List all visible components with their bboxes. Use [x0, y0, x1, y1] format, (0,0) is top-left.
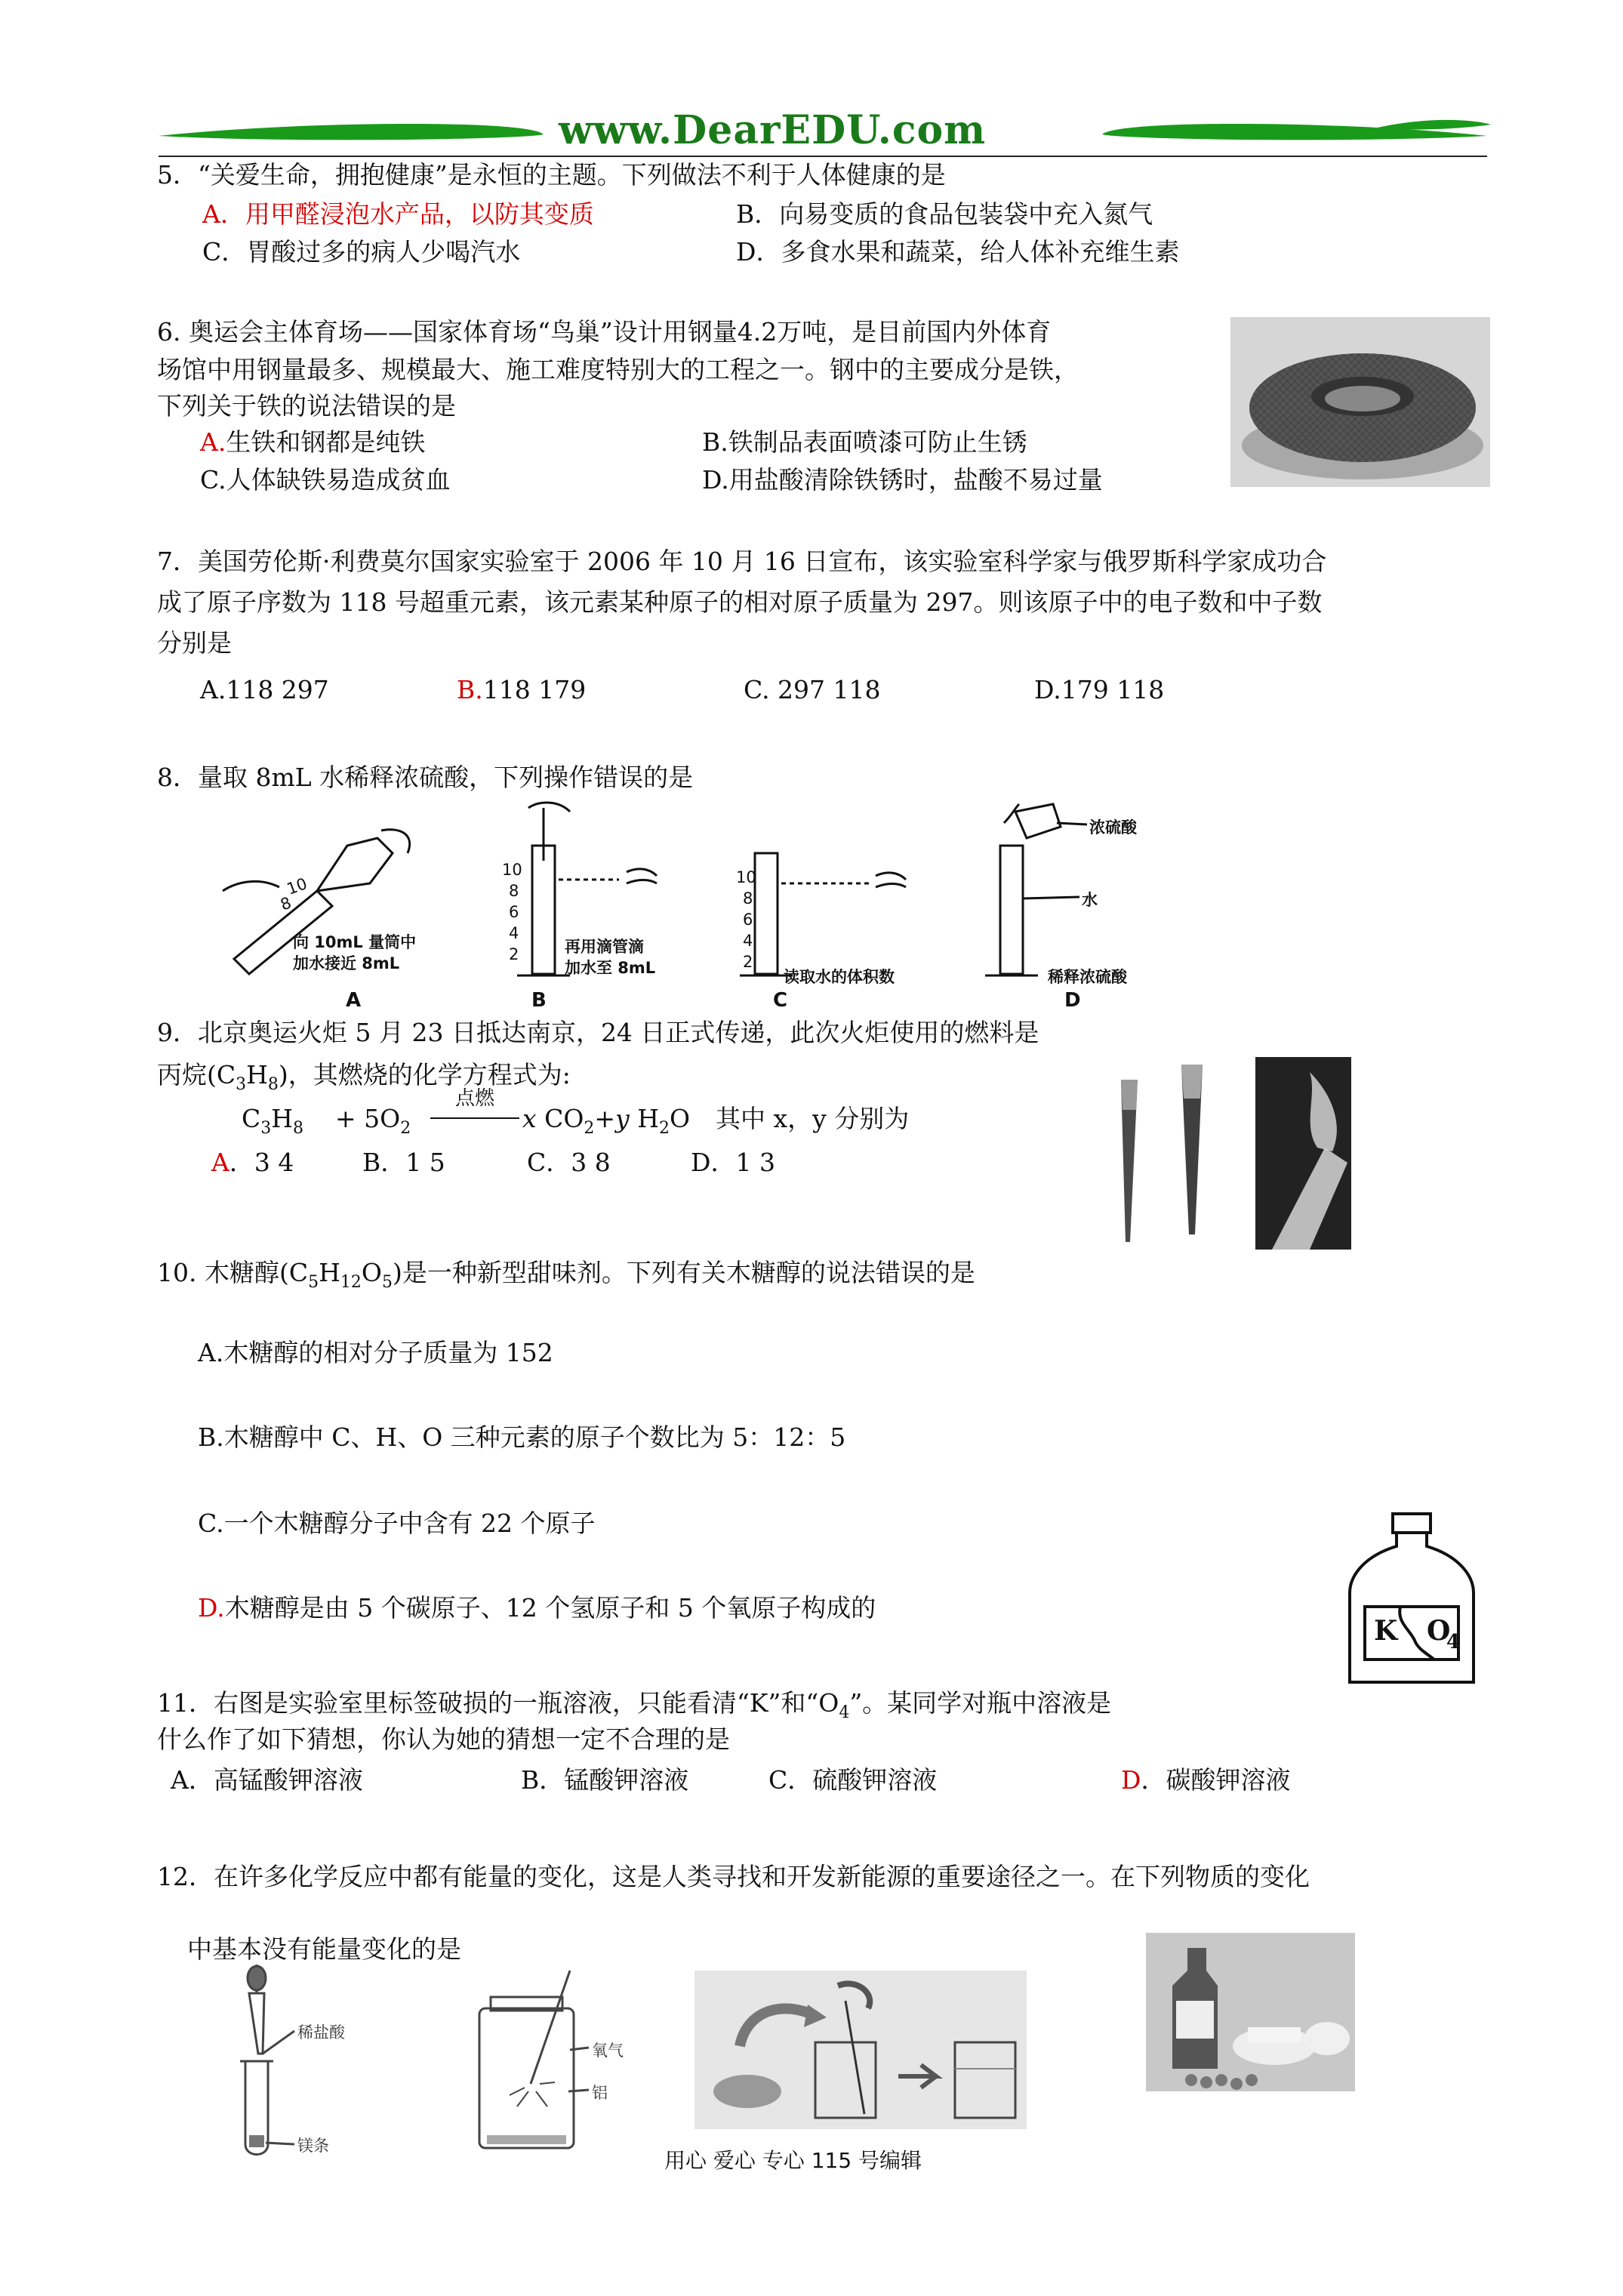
q9-option-a-letter: A [211, 1148, 229, 1177]
fig-b-letter: B [531, 989, 547, 1012]
eq-sub1: 3 [260, 1119, 272, 1138]
q7-option-b [457, 673, 586, 707]
q10-o: O [361, 1258, 382, 1287]
logo-text: www.DearEDU.com [559, 107, 987, 153]
q9-option-b: B．1 5 [362, 1148, 445, 1177]
birds-nest-stadium-photo [1230, 317, 1490, 487]
q7-option-b-letter: B. [457, 675, 483, 704]
q10-sub3: 5 [381, 1273, 393, 1292]
q7-option-a: A.118 297 [200, 675, 329, 704]
q9-line-2-b: H [246, 1060, 268, 1089]
bottle-label-o: O [1427, 1615, 1451, 1647]
bottle-label-4: 4 [1446, 1631, 1461, 1653]
q7-option-d: D.179 118 [1034, 675, 1165, 704]
fig-d-text-water: 水 [1082, 891, 1098, 909]
q12-line-1: 12．在许多化学反应中都有能量的变化，这是人类寻找和开发新能源的重要途径之一。在下列物质的变化 [157, 1862, 1310, 1891]
eq-sub3: 2 [400, 1119, 411, 1138]
q11-line-1-a: 11．右图是实验室里标签破损的一瓶溶液，只能看清“K”和“O [157, 1688, 839, 1718]
q10-sub1: 5 [308, 1273, 319, 1292]
q9-equation [242, 1102, 411, 1145]
fig-d-text-dilute: 稀释浓硫酸 [1048, 968, 1127, 986]
bottle-label-k: K [1374, 1615, 1398, 1647]
header-logo [151, 106, 1495, 159]
q11-option-a: A．高锰酸钾溶液 [171, 1765, 363, 1795]
q9-line-1: 9．北京奥运火炬 5 月 23 日抵达南京，24 日正式传递，此次火炬使用的燃料是 [157, 1018, 1039, 1047]
fig-c-text: 读取水的体积数 [784, 968, 895, 986]
q6-option-c: C.人体缺铁易造成贫血 [200, 465, 451, 495]
test-tube-magnesium-icon [226, 1963, 377, 2159]
q11-option-b: B．锰酸钾溶液 [521, 1765, 689, 1795]
q5-option-a: A．用甲醛浸泡水产品，以防其变质 [202, 199, 594, 229]
tube-label-magnesium: 镁条 [297, 2137, 329, 2155]
jar-label-aluminum: 铝 [592, 2084, 608, 2102]
eq-h: H [271, 1104, 294, 1133]
q6-line-2: 场馆中用钢量最多、规模最大、施工难度特别大的工程之一。钢中的主要成分是铁， [157, 355, 1079, 384]
q12-line-2: 中基本没有能量变化的是 [187, 1934, 461, 1964]
eq-condition [430, 1087, 519, 1110]
fig-a-text-1: 向 10mL 量筒中 [293, 933, 417, 951]
fig-b-text-2: 加水至 8mL [565, 959, 656, 977]
q5-option-c: C．胃酸过多的病人少喝汽水 [202, 237, 521, 267]
footer-text: 用心 爱心 专心 115 号编辑 [664, 2148, 922, 2173]
fig-c-tick-6: 6 [743, 911, 753, 929]
eq-sub4: 2 [584, 1119, 595, 1138]
q9-line-2-sub2: 8 [267, 1075, 279, 1094]
q6-line-1: 6. 奥运会主体育场——国家体育场“鸟巢”设计用钢量4.2万吨，是目前国内外体育 [157, 317, 1052, 347]
q9-equation-right [522, 1102, 690, 1145]
q10-option-d [198, 1592, 876, 1625]
q9-option-a-text: ．3 4 [229, 1148, 294, 1177]
fig-b-tick-4: 4 [509, 924, 519, 942]
q11-option-d [1121, 1764, 1290, 1797]
eq-sub2: 8 [293, 1119, 304, 1138]
q9-line-2-c: )，其燃烧的化学方程式为: [278, 1060, 571, 1089]
q11-option-c: C．硫酸钾溶液 [768, 1765, 938, 1795]
q5-option-d: D．多食水果和蔬菜，给人体补充维生素 [736, 237, 1180, 267]
gas-jar-burning-icon [464, 1963, 615, 2159]
medicine-bottle-food-photo [1146, 1933, 1355, 2091]
q5-stem: 5．“关爱生命，拥抱健康”是永恒的主题。下列做法不利于人体健康的是 [157, 160, 946, 190]
q6-line-3: 下列关于铁的说法错误的是 [157, 391, 456, 421]
q10-stem [157, 1256, 975, 1299]
eq-x: x [522, 1104, 537, 1133]
q11-line-1-b: ”。某同学对瓶中溶液是 [849, 1688, 1112, 1718]
fig-c-tick-2: 2 [743, 953, 753, 971]
q10-stem-b: )是一种新型甜味剂。下列有关木糖醇的说法错误的是 [392, 1258, 975, 1287]
q9-line-2-a: 丙烷(C [157, 1060, 236, 1089]
q10-option-c: C.一个木糖醇分子中含有 22 个原子 [198, 1509, 596, 1538]
fig-a-letter: A [346, 989, 362, 1012]
eq-plus: + [594, 1104, 616, 1133]
q10-sub2: 12 [340, 1273, 362, 1292]
q11-line-1-sub: 4 [839, 1703, 850, 1722]
eq-h2: H [629, 1104, 660, 1133]
q9-line-2-sub1: 3 [236, 1075, 247, 1094]
fig-c-tick-10: 10 [736, 868, 756, 886]
q10-option-a: A.木糖醇的相对分子质量为 152 [198, 1338, 553, 1367]
eq-co: CO [536, 1104, 584, 1133]
fig-a-tick-8: 8 [278, 893, 294, 914]
fig-a-text-2: 加水接近 8mL [293, 954, 400, 972]
q7-option-c: C. 297 118 [744, 675, 881, 704]
q10-stem-a: 10. 木糖醇(C [157, 1258, 309, 1287]
q9-option-c: C．3 8 [527, 1148, 611, 1177]
q6-option-a [200, 426, 425, 459]
fig-b-text-1: 再用滴管滴 [565, 938, 644, 956]
eq-plus-o2: + 5O [335, 1104, 401, 1133]
q5-option-b: B．向易变质的食品包装袋中充入氮气 [736, 199, 1153, 229]
q9-option-a [211, 1146, 294, 1179]
q8-stem: 8．量取 8mL 水稀释浓硫酸，下列操作错误的是 [157, 763, 694, 792]
fig-c-letter: C [773, 989, 788, 1012]
q10-option-b: B.木糖醇中 C、H、O 三种元素的原子个数比为 5：12：5 [198, 1422, 846, 1452]
q6-option-a-text: 生铁和钢都是纯铁 [226, 427, 426, 457]
bottle-icon [1344, 1510, 1480, 1691]
q7-line-2: 成了原子序数为 118 号超重元素，该元素某种原子的相对原子质量为 297。则该原子中的电子数和中子数 [157, 587, 1323, 617]
q6-option-d: D.用盐酸清除铁锈时，盐酸不易过量 [702, 465, 1103, 495]
q7-line-3: 分别是 [157, 628, 232, 658]
eq-y: y [615, 1104, 630, 1133]
q11-option-d-text: ．碳酸钾溶液 [1141, 1765, 1291, 1795]
q6-option-b: B.铁制品表面喷漆可防止生锈 [702, 427, 1027, 457]
q11-line-2: 什么作了如下猜想，你认为她的猜想一定不合理的是 [157, 1724, 730, 1754]
q10-option-d-text: 木糖醇是由 5 个碳原子、12 个氢原子和 5 个氧原子构成的 [224, 1593, 876, 1623]
q7-option-b-text: 118 179 [482, 675, 587, 704]
fig-a-tick-10: 10 [284, 874, 310, 898]
q10-option-d-letter: D. [198, 1593, 225, 1623]
fig-d-text-acid: 浓硫酸 [1089, 818, 1137, 837]
eq-arrow-line [430, 1117, 519, 1119]
jar-label-oxygen: 氧气 [592, 2042, 624, 2060]
fig-b-tick-6: 6 [509, 903, 519, 921]
eq-o: O [670, 1104, 691, 1133]
fig-c-tick-8: 8 [743, 889, 753, 908]
fig-d-letter: D [1064, 989, 1081, 1012]
q11-option-d-letter: D [1121, 1765, 1141, 1795]
q10-h: H [319, 1258, 340, 1287]
q8-figure [211, 800, 1238, 1012]
q9-equation-tail: 其中 x，y 分别为 [716, 1104, 910, 1133]
fig-b-tick-10: 10 [502, 861, 522, 879]
fig-b-tick-2: 2 [509, 945, 519, 963]
dissolving-process-figure [694, 1971, 1027, 2129]
reagent-bottle [1344, 1510, 1480, 1691]
eq-sub5: 2 [659, 1119, 670, 1138]
eq-condition-text: 点燃 [454, 1087, 494, 1110]
header-rule [159, 156, 1487, 157]
fig-b-tick-8: 8 [509, 882, 519, 900]
fig-c-tick-4: 4 [743, 932, 753, 950]
tube-label-acid: 稀盐酸 [297, 2023, 345, 2042]
q9-option-d: D．1 3 [691, 1148, 775, 1177]
q7-line-1: 7．美国劳伦斯·利费莫尔国家实验室于 2006 年 10 月 16 日宣布，该实验室科学家与俄罗斯科学家成功合 [157, 547, 1327, 576]
q6-option-a-letter: A. [200, 427, 226, 457]
olympic-torch-photo [1091, 1057, 1351, 1250]
eq-c: C [242, 1104, 261, 1133]
